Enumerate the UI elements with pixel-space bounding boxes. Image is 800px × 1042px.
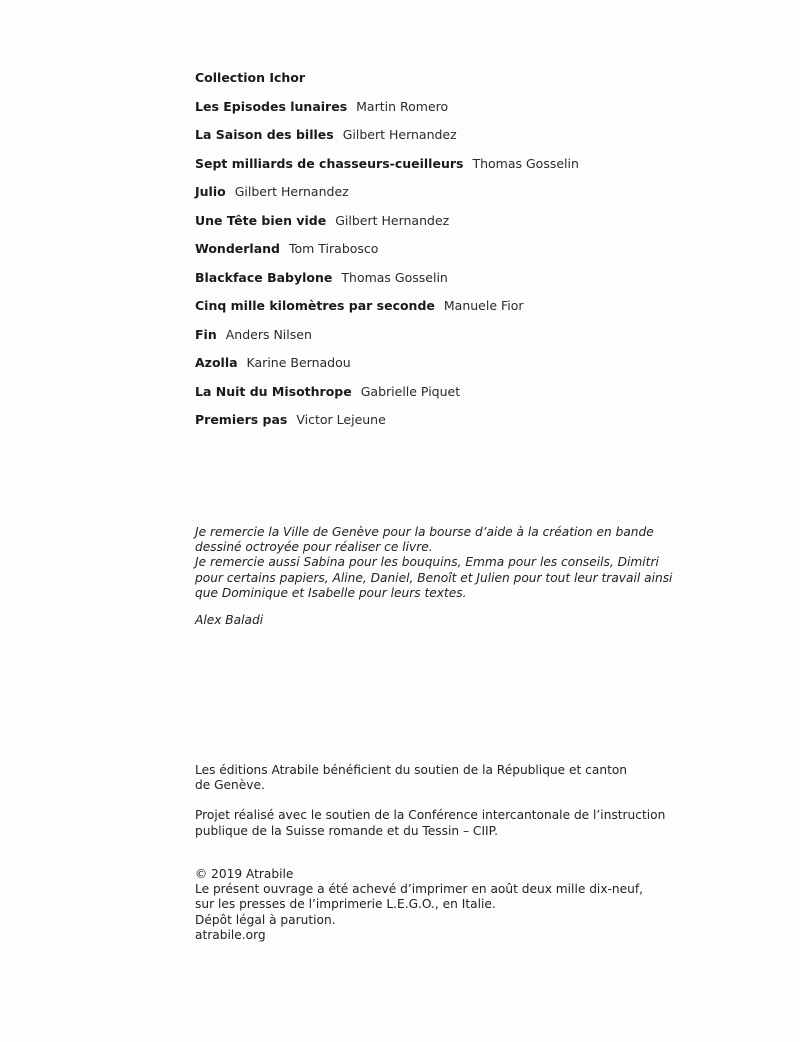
colophon-line: Le présent ouvrage a été achevé d’imprimer en août deux mille dix-neuf,: [195, 882, 644, 897]
book-entry: [195, 270, 755, 299]
project-notice: [195, 808, 715, 838]
book-title: Fin: [195, 326, 217, 342]
book-entry: [195, 241, 755, 270]
book-author: Thomas Gosselin: [472, 155, 579, 171]
author-signature: Alex Baladi: [195, 613, 264, 628]
acknowledgement-line: dessiné octroyée pour réaliser ce livre.: [195, 540, 433, 555]
book-entry: [195, 412, 755, 441]
book-title: Une Tête bien vide: [195, 212, 327, 228]
book-author: Manuele Fior: [443, 298, 524, 313]
colophon-line: sur les presses de l’imprimerie L.E.G.O., en Italie.: [195, 897, 496, 912]
collection-title: Collection Ichor: [195, 70, 306, 85]
book-entry: [195, 127, 755, 156]
book-entry: [195, 156, 755, 185]
collection-list: [195, 70, 755, 441]
book-title: Premiers pas: [195, 412, 288, 427]
copyright-line: © 2019 Atrabile: [195, 867, 294, 881]
acknowledgement-line: Je remercie la Ville de Genève pour la bourse d’aide à la création en bande: [195, 525, 654, 539]
acknowledgement-line: que Dominique et Isabelle pour leurs textes.: [195, 585, 467, 600]
book-title: Julio: [195, 184, 226, 199]
support-line: de Genève.: [195, 778, 265, 793]
project-line: Projet réalisé avec le soutien de la Conférence intercantonale de l’instruction: [195, 808, 666, 823]
book-entry: [195, 298, 755, 327]
book-author: Martin Romero: [356, 98, 449, 114]
acknowledgement-line: Je remercie aussi Sabina pour les bouquins, Emma pour les conseils, Dimitri: [195, 555, 659, 570]
colophon: [195, 867, 715, 943]
book-title: Blackface Babylone: [195, 269, 333, 285]
book-entry: [195, 327, 755, 356]
book-title: Cinq mille kilomètres par seconde: [195, 298, 435, 313]
book-author: Thomas Gosselin: [341, 269, 448, 285]
book-title: La Saison des billes: [195, 127, 334, 142]
book-author: Gabrielle Piquet: [360, 383, 461, 399]
book-entry: [195, 184, 755, 213]
legal-notices: [195, 763, 715, 854]
website-line: atrabile.org: [195, 927, 266, 942]
book-entry: [195, 99, 755, 128]
book-author: Gilbert Hernandez: [342, 127, 457, 142]
book-author: Victor Lejeune: [296, 412, 386, 427]
support-notice: [195, 763, 715, 793]
acknowledgements: [195, 525, 715, 628]
book-author: Tom Tirabosco: [289, 241, 379, 256]
colophon-line: Dépôt légal à parution.: [195, 912, 336, 927]
book-entry: [195, 355, 755, 384]
book-entry: [195, 384, 755, 413]
book-entry: [195, 213, 755, 242]
book-title: Sept milliards de chasseurs-cueilleurs: [195, 155, 464, 171]
book-title: Wonderland: [195, 241, 280, 256]
book-title: Les Episodes lunaires: [195, 98, 348, 114]
book-title: Azolla: [195, 355, 238, 370]
support-line: Les éditions Atrabile bénéficient du soutien de la République et canton: [195, 763, 628, 777]
book-author: Gilbert Hernandez: [335, 212, 450, 228]
book-author: Anders Nilsen: [225, 326, 312, 342]
book-title: La Nuit du Misothrope: [195, 383, 352, 399]
acknowledgement-line: pour certains papiers, Aline, Daniel, Benoît et Julien pour tout leur travail ainsi: [195, 570, 673, 585]
book-author: Gilbert Hernandez: [234, 184, 349, 199]
project-line: publique de la Suisse romande et du Tessin – CIIP.: [195, 823, 498, 838]
book-author: Karine Bernadou: [246, 355, 351, 370]
